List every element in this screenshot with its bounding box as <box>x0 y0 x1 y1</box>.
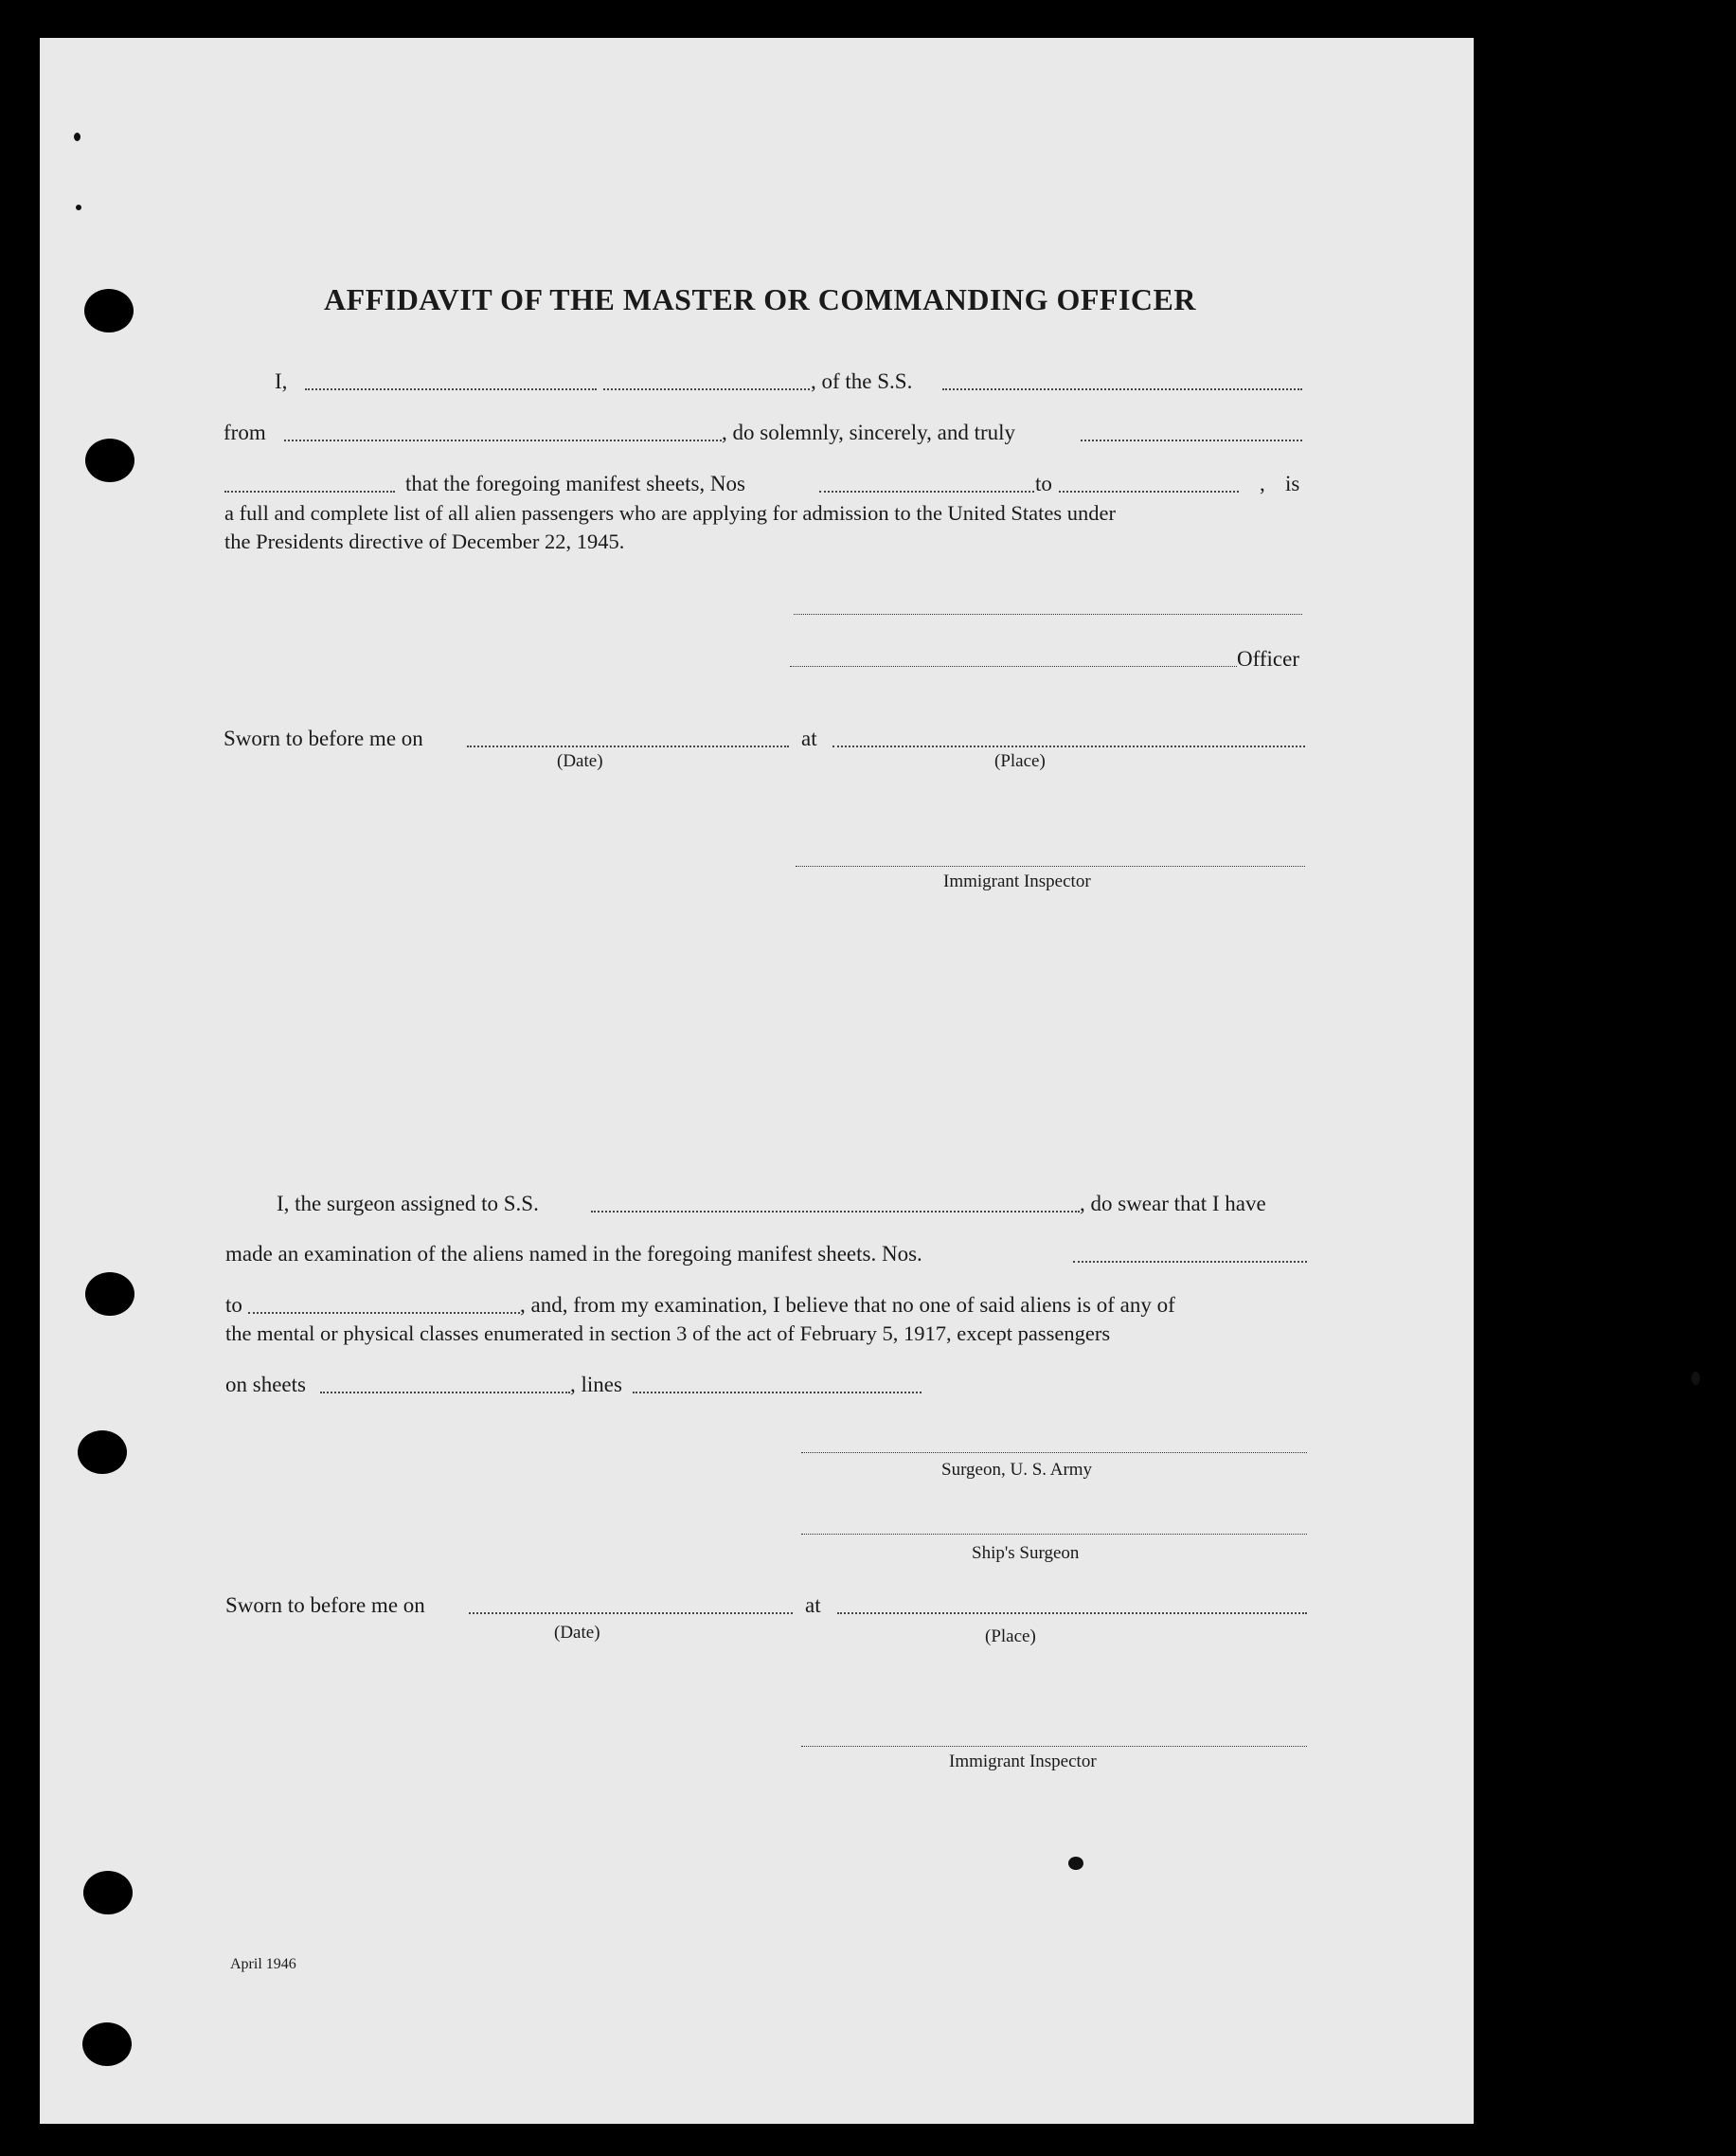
surgeon-at-label: at <box>805 1593 821 1617</box>
surgeon-line4: the mental or physical classes enumerated in section 3 of the act of February 5, 1917, except passengers <box>225 1321 1111 1345</box>
master-place-caption: (Place) <box>994 751 1046 771</box>
master-oath-field[interactable] <box>1081 440 1302 441</box>
master-origin-field[interactable] <box>284 440 722 441</box>
surgeon-line5-lines: , lines <box>570 1373 622 1396</box>
master-signature-line[interactable] <box>794 614 1302 615</box>
master-line2-from: from <box>224 421 266 444</box>
master-line5: the Presidents directive of December 22, 1945. <box>224 530 625 553</box>
surgeon-inspector-label: Immigrant Inspector <box>949 1752 1097 1771</box>
officer-label: Officer <box>1237 647 1299 671</box>
surgeon-nos-to-field[interactable] <box>248 1312 520 1314</box>
master-line3-is: is <box>1285 472 1300 495</box>
surgeon-line3-to: to <box>225 1293 242 1317</box>
master-nos-from-field[interactable] <box>819 491 1034 493</box>
surgeon-date-caption: (Date) <box>554 1623 600 1643</box>
punch-hole <box>85 1272 134 1316</box>
master-sworn-label: Sworn to before me on <box>224 727 423 750</box>
master-sworn-place-field[interactable] <box>832 746 1305 747</box>
master-line4: a full and complete list of all alien passengers who are applying for admission to the United States under <box>224 501 1117 525</box>
surgeon-ships-label: Ship's Surgeon <box>972 1543 1080 1563</box>
master-date-caption: (Date) <box>557 751 603 771</box>
master-rank-field[interactable] <box>603 388 810 390</box>
master-line3-to: to <box>1035 472 1052 495</box>
form-sheet <box>40 38 1474 2124</box>
surgeon-ships-signature-line[interactable] <box>801 1534 1307 1535</box>
master-inspector-label: Immigrant Inspector <box>943 871 1091 891</box>
surgeon-army-signature-line[interactable] <box>801 1452 1307 1453</box>
surgeon-lines-field[interactable] <box>633 1392 922 1393</box>
master-nos-to-field[interactable] <box>1059 491 1239 493</box>
master-line2-solemnly: , do solemnly, sincerely, and truly <box>722 421 1016 444</box>
surgeon-sworn-label: Sworn to before me on <box>225 1593 425 1617</box>
surgeon-line1-swear: , do swear that I have <box>1080 1192 1266 1215</box>
surgeon-nos-from-field[interactable] <box>1073 1261 1307 1263</box>
surgeon-sheets-field[interactable] <box>320 1392 570 1393</box>
master-line3-manifest: that the foregoing manifest sheets, Nos <box>405 472 745 495</box>
master-line1-of-ss: , of the S.S. <box>811 369 913 393</box>
surgeon-inspector-line[interactable] <box>801 1746 1307 1747</box>
surgeon-line3-rest: , and, from my examination, I believe that no one of said aliens is of any of <box>520 1293 1175 1317</box>
surgeon-line1: I, the surgeon assigned to S.S. <box>277 1192 539 1215</box>
master-declare-field[interactable] <box>224 491 395 493</box>
surgeon-line5-sheets: on sheets <box>225 1373 306 1396</box>
page-title: AFFIDAVIT OF THE MASTER OR COMMANDING OFFICER <box>324 282 1196 316</box>
surgeon-line2: made an examination of the aliens named in the foregoing manifest sheets. Nos. <box>225 1242 922 1266</box>
punch-hole <box>85 439 134 482</box>
punch-hole <box>83 1871 133 1914</box>
master-line1-i: I, <box>275 369 288 393</box>
surgeon-sworn-date-field[interactable] <box>469 1612 793 1614</box>
master-inspector-line[interactable] <box>796 866 1305 867</box>
surgeon-sworn-place-field[interactable] <box>837 1612 1307 1614</box>
speck <box>1691 1372 1700 1385</box>
speck <box>1068 1857 1083 1870</box>
punch-hole <box>78 1430 127 1474</box>
speck <box>74 133 81 141</box>
master-officer-line[interactable] <box>790 666 1237 667</box>
master-line3-comma: , <box>1260 472 1265 495</box>
speck <box>76 205 81 210</box>
master-sworn-date-field[interactable] <box>467 746 789 747</box>
surgeon-place-caption: (Place) <box>985 1626 1036 1646</box>
master-at-label: at <box>801 727 817 750</box>
punch-hole <box>82 2022 132 2066</box>
surgeon-ship-field[interactable] <box>591 1211 1080 1213</box>
master-name-field[interactable] <box>305 388 597 390</box>
surgeon-army-label: Surgeon, U. S. Army <box>941 1460 1093 1480</box>
form-date: April 1946 <box>230 1956 296 1972</box>
master-ship-field[interactable] <box>942 388 1302 390</box>
